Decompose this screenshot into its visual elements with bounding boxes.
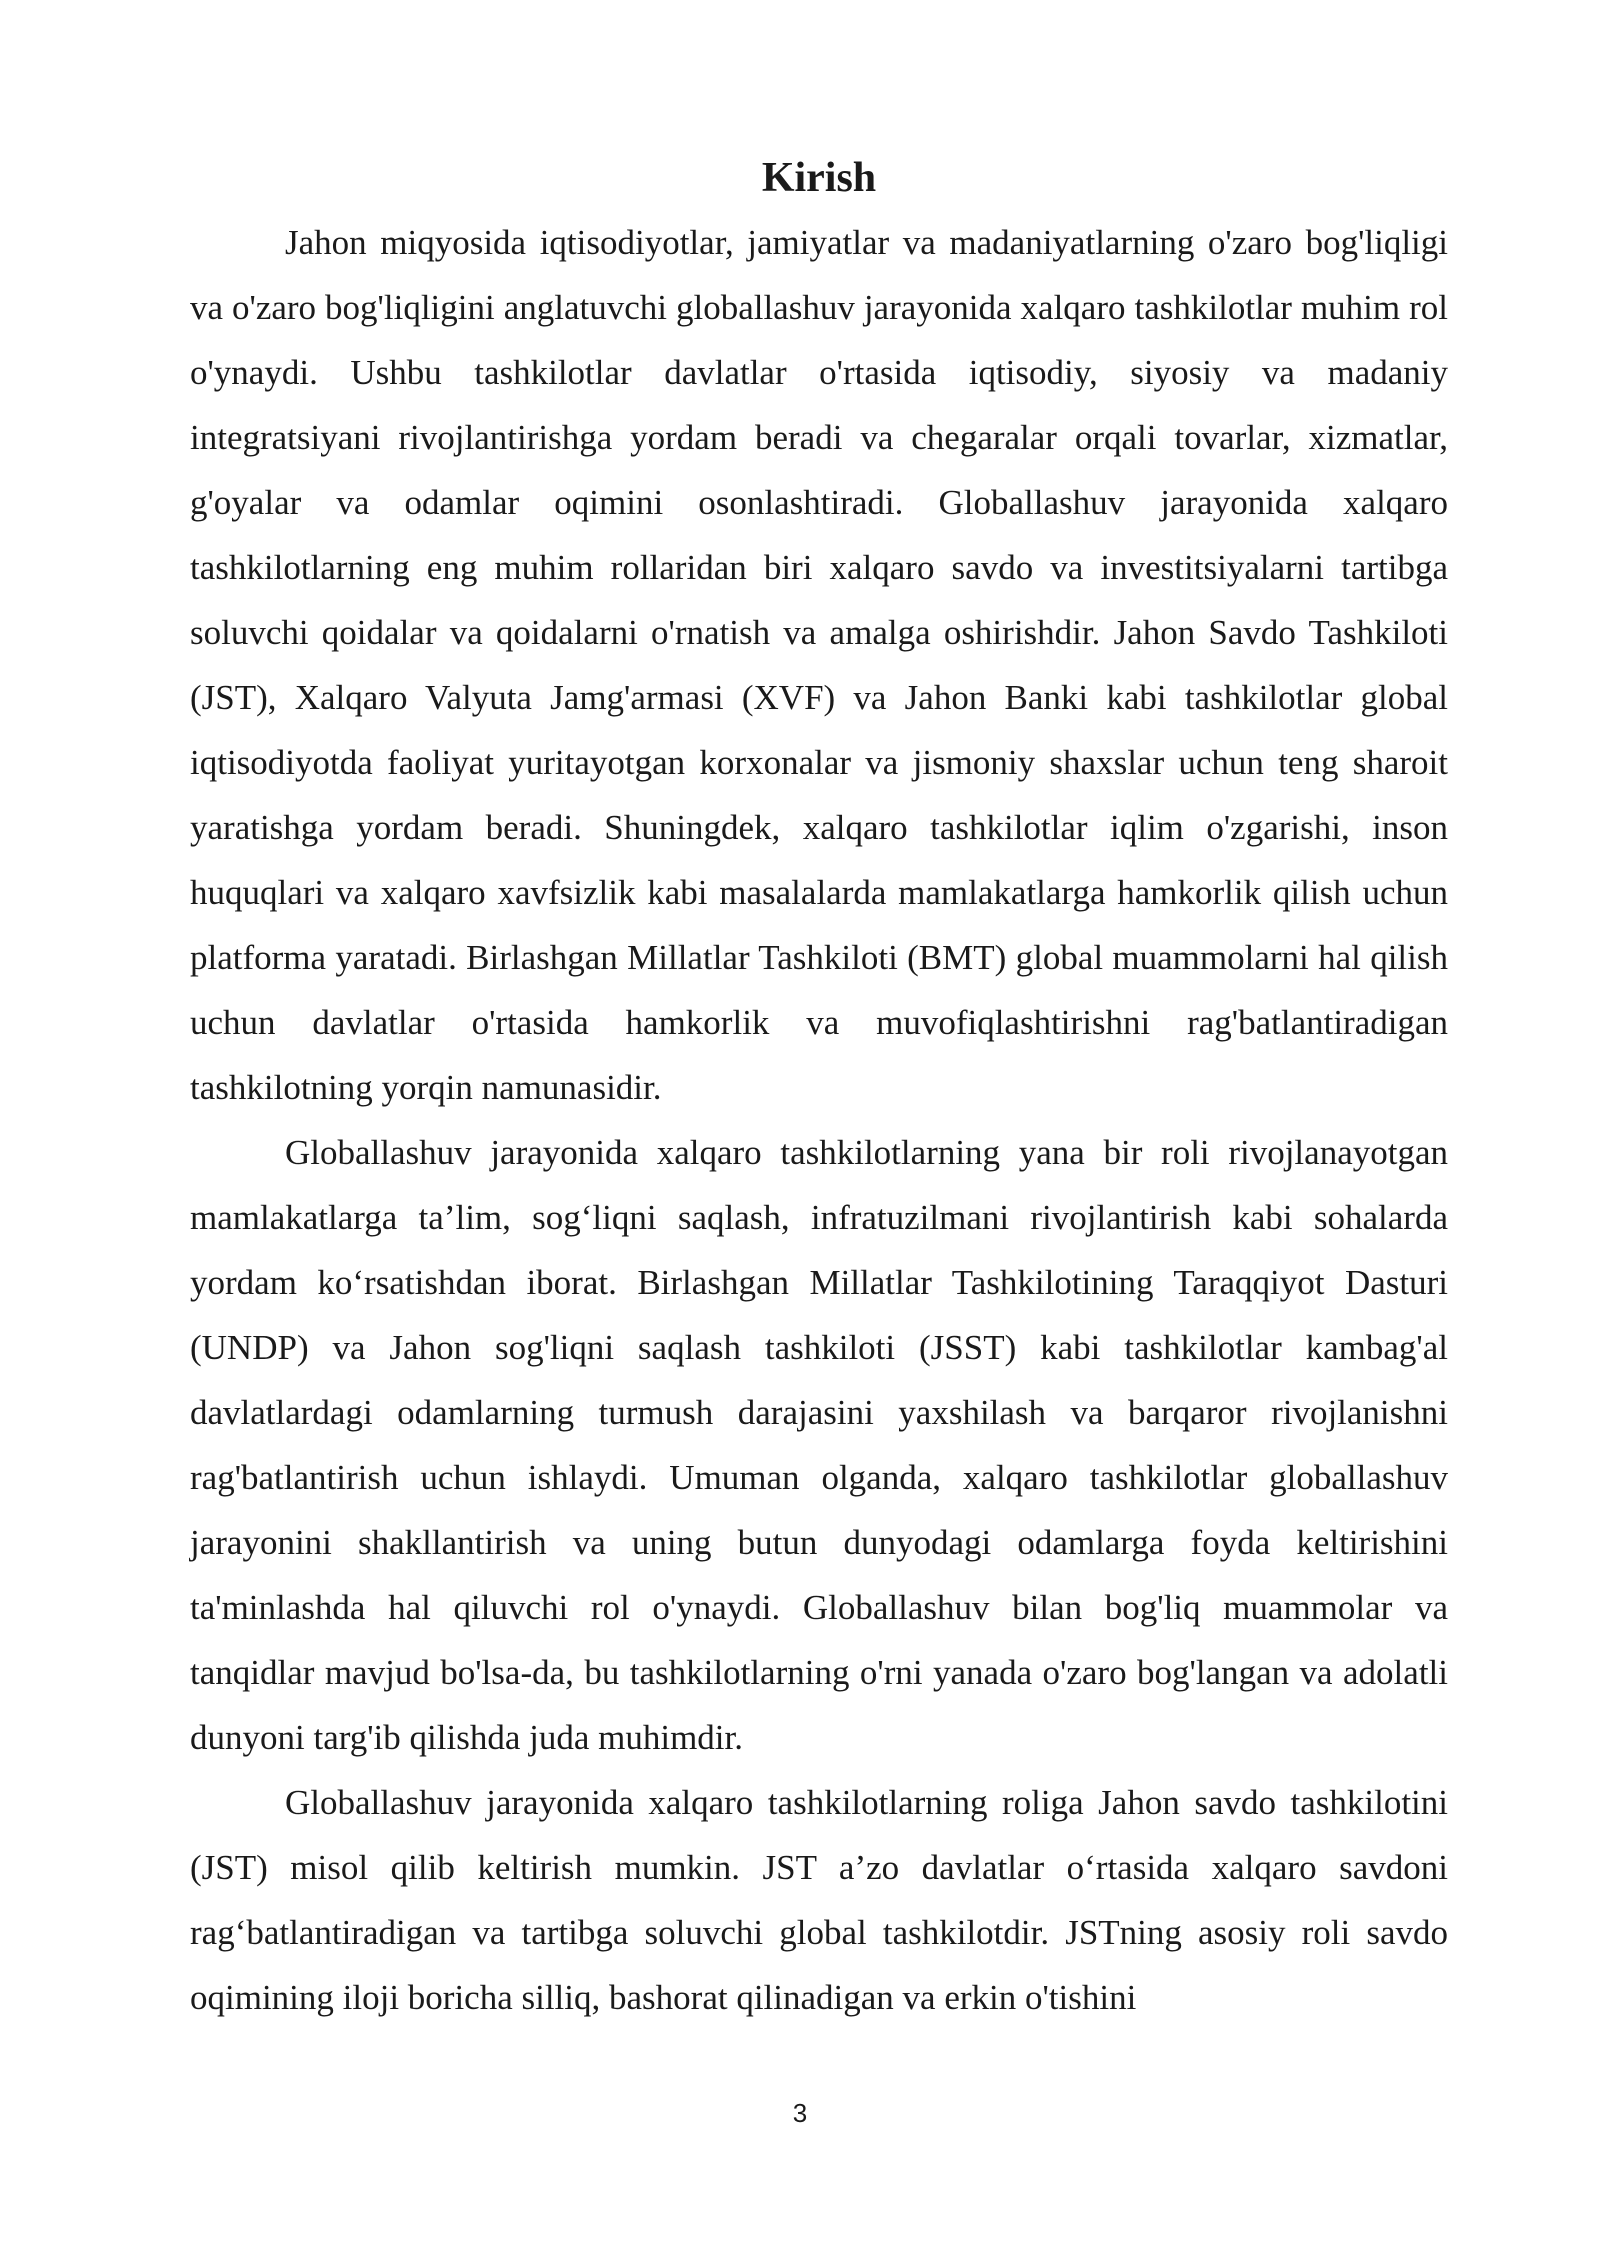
page-number: 3 bbox=[792, 2098, 808, 2128]
page-title: Kirish bbox=[761, 155, 877, 201]
paragraph-1: Jahon miqyosida iqtisodiyotlar, jamiyatlar va madaniyatlarning o'zaro bog'liqligi va o'zaro bog'liqligini anglatuvchi globallashuv jarayonida xalqaro tashkilotlar muhim rol o'ynaydi. Ushbu tashkilotlar davlatlar o'rtasida iqtisodiy, siyosiy va madaniy integratsiyani rivojlantirishga yordam beradi va chegaralar orqali tovarlar, xizmatlar, g'oyalar va odamlar oqimini osonlashtiradi. Globallashuv jarayonida xalqaro tashkilotlarning eng muhim rollaridan biri xalqaro savdo va investitsiyalarni tartibga soluvchi qoidalar va qoidalarni o'rnatish va amalga oshirishdir. Jahon Savdo Tashkiloti (JST), Xalqaro Valyuta Jamg'armasi (XVF) va Jahon Banki kabi tashkilotlar global iqtisodiyotda faoliyat yuritayotgan korxonalar va jismoniy shaxslar uchun teng sharoit yaratishga yordam beradi. Shuningdek, xalqaro tashkilotlar iqlim o'zgarishi, inson huquqlari va xalqaro xavfsizlik kabi masalalarda mamlakatlarga hamkorlik qilish uchun platforma yaratadi. Birlashgan Millatlar Tashkiloti (BMT) global muammolarni hal qilish uchun davlatlar o'rtasida hamkorlik va muvofiqlashtirishni rag'batlantiradigan tashkilotning yorqin namunasidir. bbox=[190, 223, 1448, 1107]
paragraph-2: Globallashuv jarayonida xalqaro tashkilotlarning yana bir roli rivojlanayotgan mamlakatlarga ta’lim, sog‘liqni saqlash, infratuzilmani rivojlantirish kabi sohalarda yordam ko‘rsatishdan iborat. Birlashgan Millatlar Tashkilotining Taraqqiyot Dasturi (UNDP) va Jahon sog'liqni saqlash tashkiloti (JSST) kabi tashkilotlar kambag'al davlatlardagi odamlarning turmush darajasini yaxshilash va barqaror rivojlanishni rag'batlantirish uchun ishlaydi. Umuman olganda, xalqaro tashkilotlar globallashuv jarayonini shakllantirish va uning butun dunyodagi odamlarga foyda keltirishini ta'minlashda hal qiluvchi rol o'ynaydi. Globallashuv bilan bog'liq muammolar va tanqidlar mavjud bo'lsa-da, bu tashkilotlarning o'rni yanada o'zaro bog'langan va adolatli dunyoni targ'ib qilishda juda muhimdir. bbox=[190, 1133, 1448, 1757]
page-content bbox=[190, 148, 1448, 2030]
paragraph-3: Globallashuv jarayonida xalqaro tashkilotlarning roliga Jahon savdo tashkilotini (JST) misol qilib keltirish mumkin. JST a’zo davlatlar o‘rtasida xalqaro savdoni rag‘batlantiradigan va tartibga soluvchi global tashkilotdir. JSTning asosiy roli savdo oqimining iloji boricha silliq, bashorat qilinadigan va erkin o'tishini bbox=[190, 1783, 1448, 2017]
